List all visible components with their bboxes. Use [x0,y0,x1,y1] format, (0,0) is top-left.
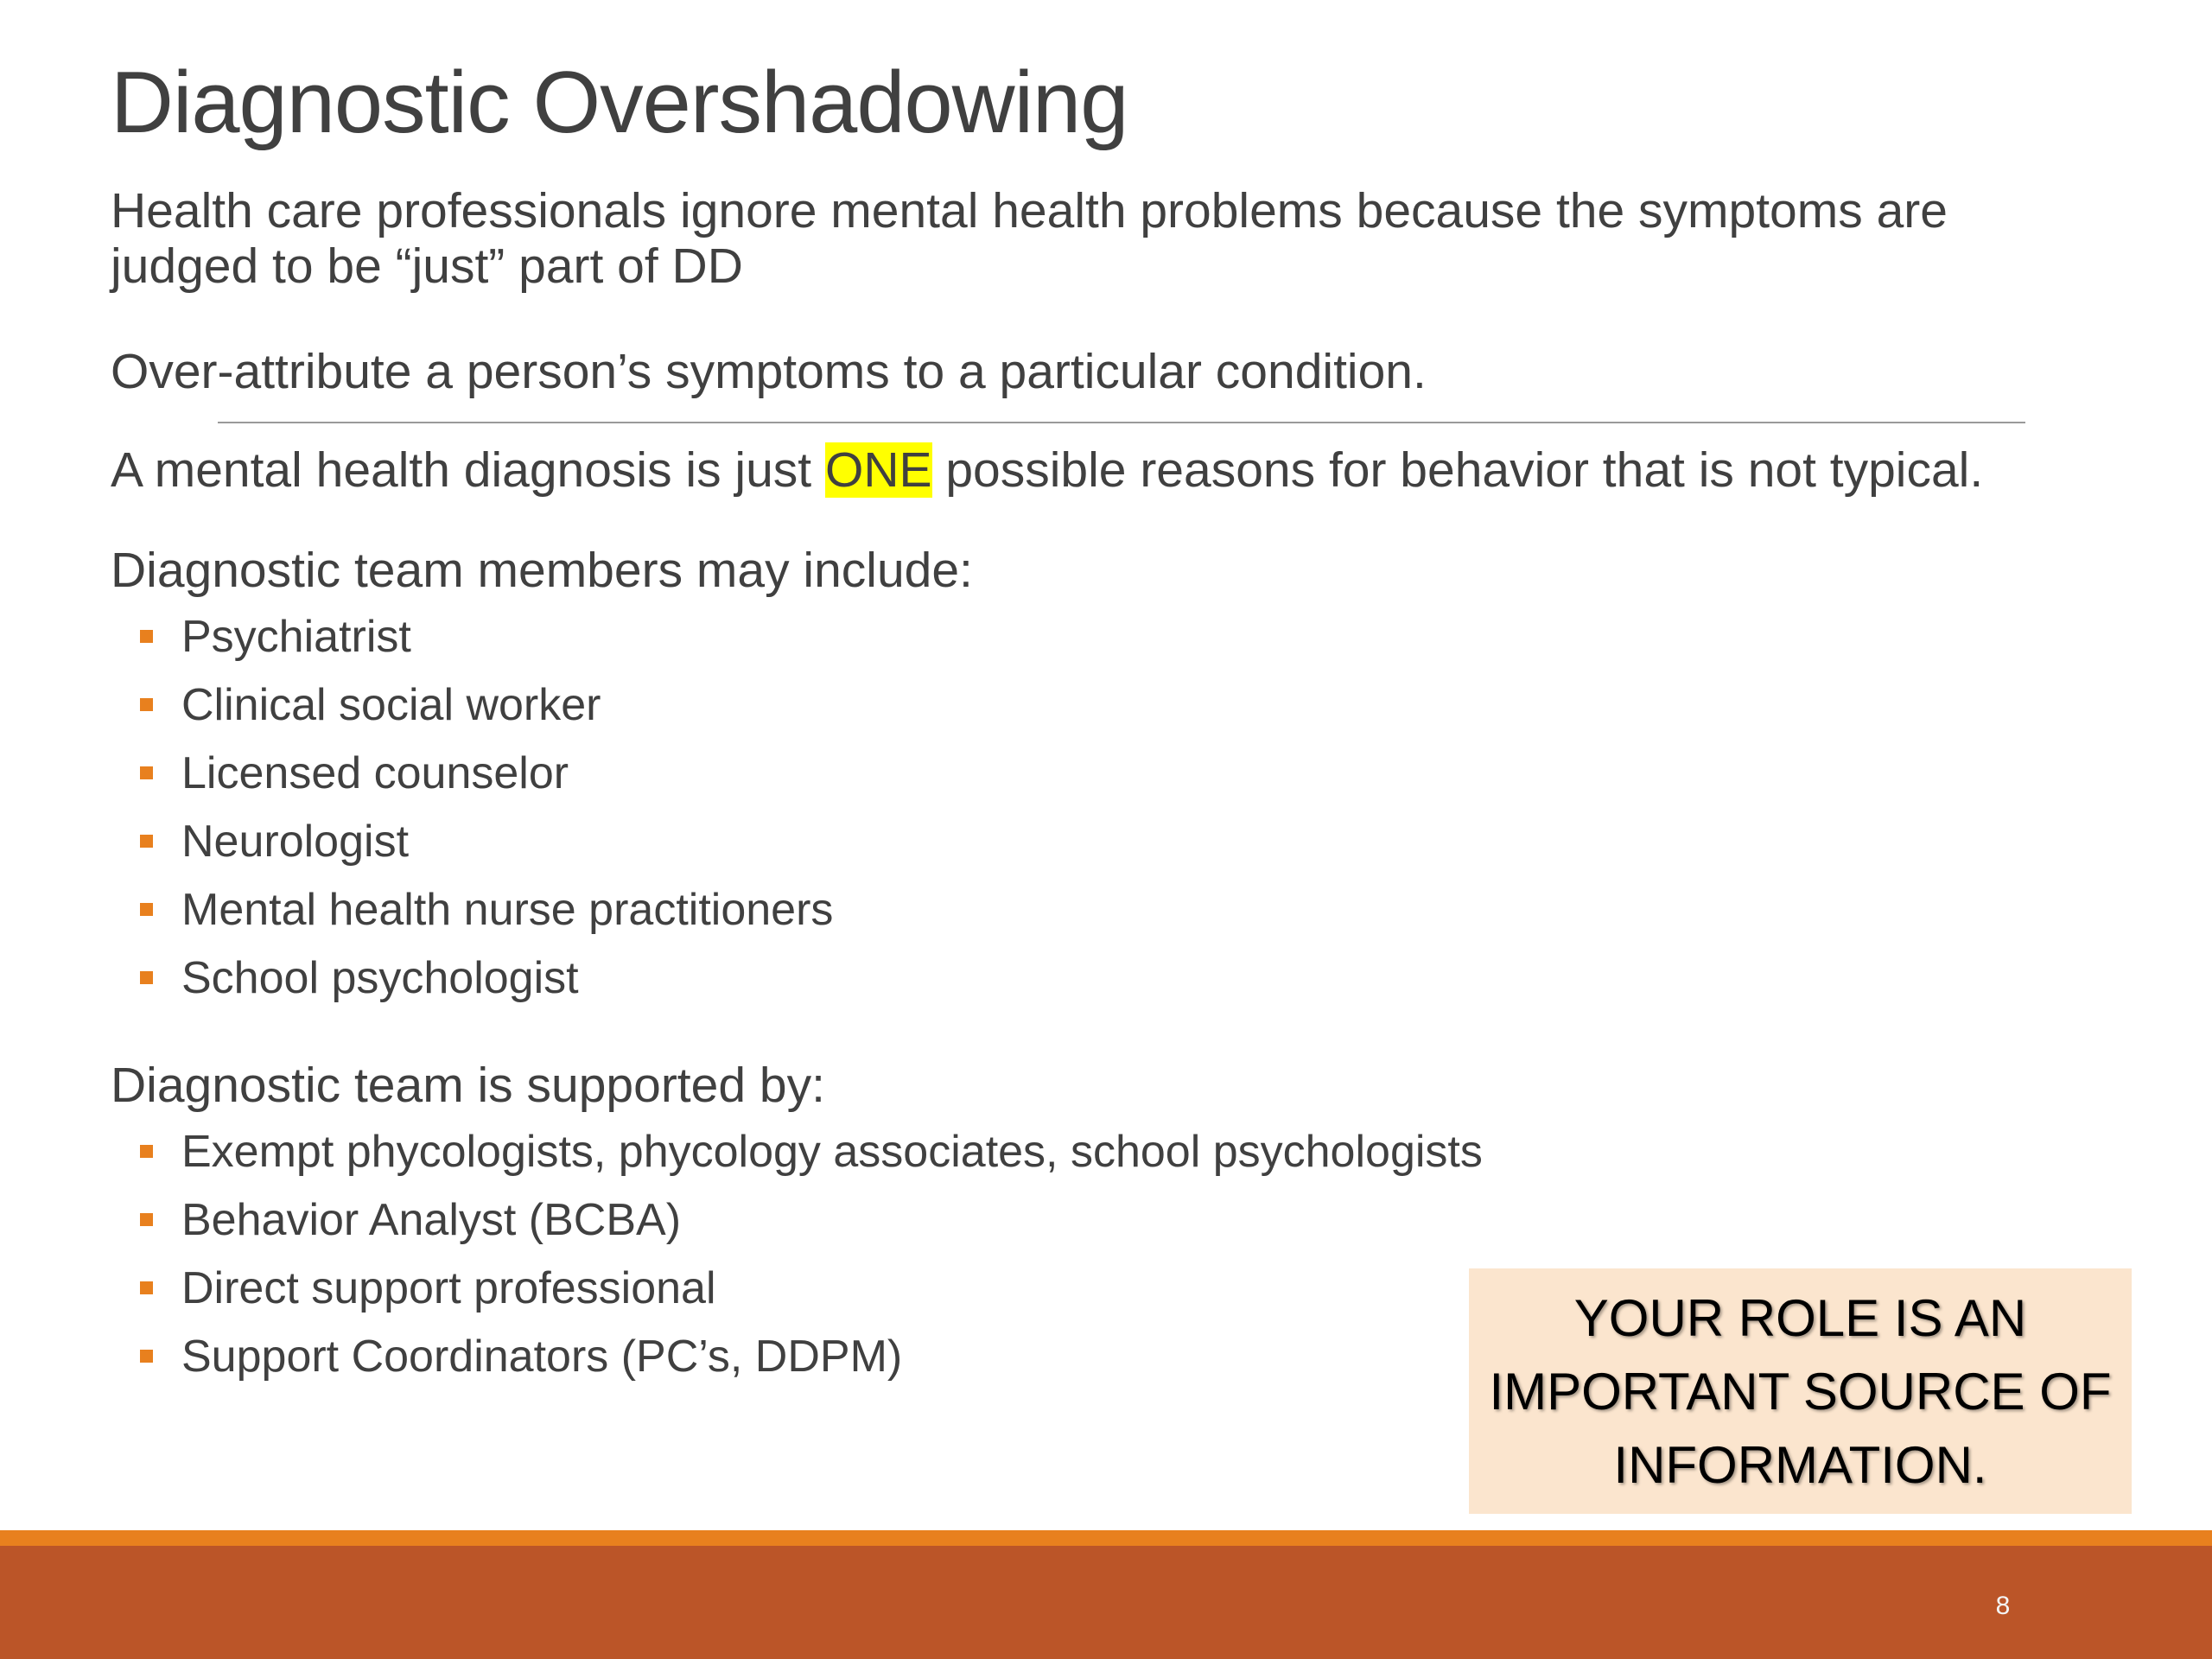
list-item-label: Mental health nurse practitioners [181,885,834,935]
list-item [140,944,2098,1013]
divider-line [218,422,2025,423]
square-bullet-icon [140,971,153,984]
square-bullet-icon [140,835,153,848]
square-bullet-icon [140,698,153,711]
callout-text: YOUR ROLE IS AN IMPORTANT SOURCE OF INFORMATION. [1489,1288,2112,1494]
list-item-label: Exempt phycologists, phycology associates, school psychologists [181,1127,1483,1177]
team-heading: Diagnostic team members may include: [111,543,973,598]
slide-body [111,183,2098,1391]
list-item [140,671,2098,740]
list-item-label: Behavior Analyst (BCBA) [181,1195,682,1245]
paragraph-one-reason-start: A mental health diagnosis is just [111,442,825,498]
list-item [140,808,2098,876]
list-item [140,603,2098,671]
list-item-label: Direct support professional [181,1263,716,1313]
list-item-label: Psychiatrist [181,612,411,662]
list-item [140,876,2098,944]
list-item-label: Licensed counselor [181,748,569,798]
square-bullet-icon [140,1145,153,1158]
list-item-label: Clinical social worker [181,680,601,730]
paragraph-definition: Health care professionals ignore mental health problems because the symptoms are judged to be “just” part of DD [111,183,1948,294]
team-members-list [111,603,2098,1013]
square-bullet-icon [140,630,153,643]
footer-band [0,1546,2212,1659]
highlighted-word: ONE [824,442,932,498]
list-item-label: Neurologist [181,817,410,867]
list-item [140,1186,2098,1255]
paragraph-one-reason [111,442,2063,498]
square-bullet-icon [140,1350,153,1363]
paragraph-one-reason-end: possible reasons for behavior that is not typical. [931,442,1984,498]
list-item-label: School psychologist [181,953,579,1003]
slide-title: Diagnostic Overshadowing [111,54,1128,151]
square-bullet-icon [140,1213,153,1226]
square-bullet-icon [140,903,153,916]
callout-box [1469,1268,2132,1514]
square-bullet-icon [140,1281,153,1294]
list-item [140,1118,2098,1186]
page-number: 8 [1995,1592,2011,1620]
accent-line [0,1530,2212,1546]
paragraph-over-attribute: Over-attribute a person’s symptoms to a particular condition. [111,344,1427,399]
support-heading: Diagnostic team is supported by: [111,1058,825,1113]
list-item [140,740,2098,808]
list-item-label: Support Coordinators (PC’s, DDPM) [181,1332,903,1382]
square-bullet-icon [140,766,153,779]
